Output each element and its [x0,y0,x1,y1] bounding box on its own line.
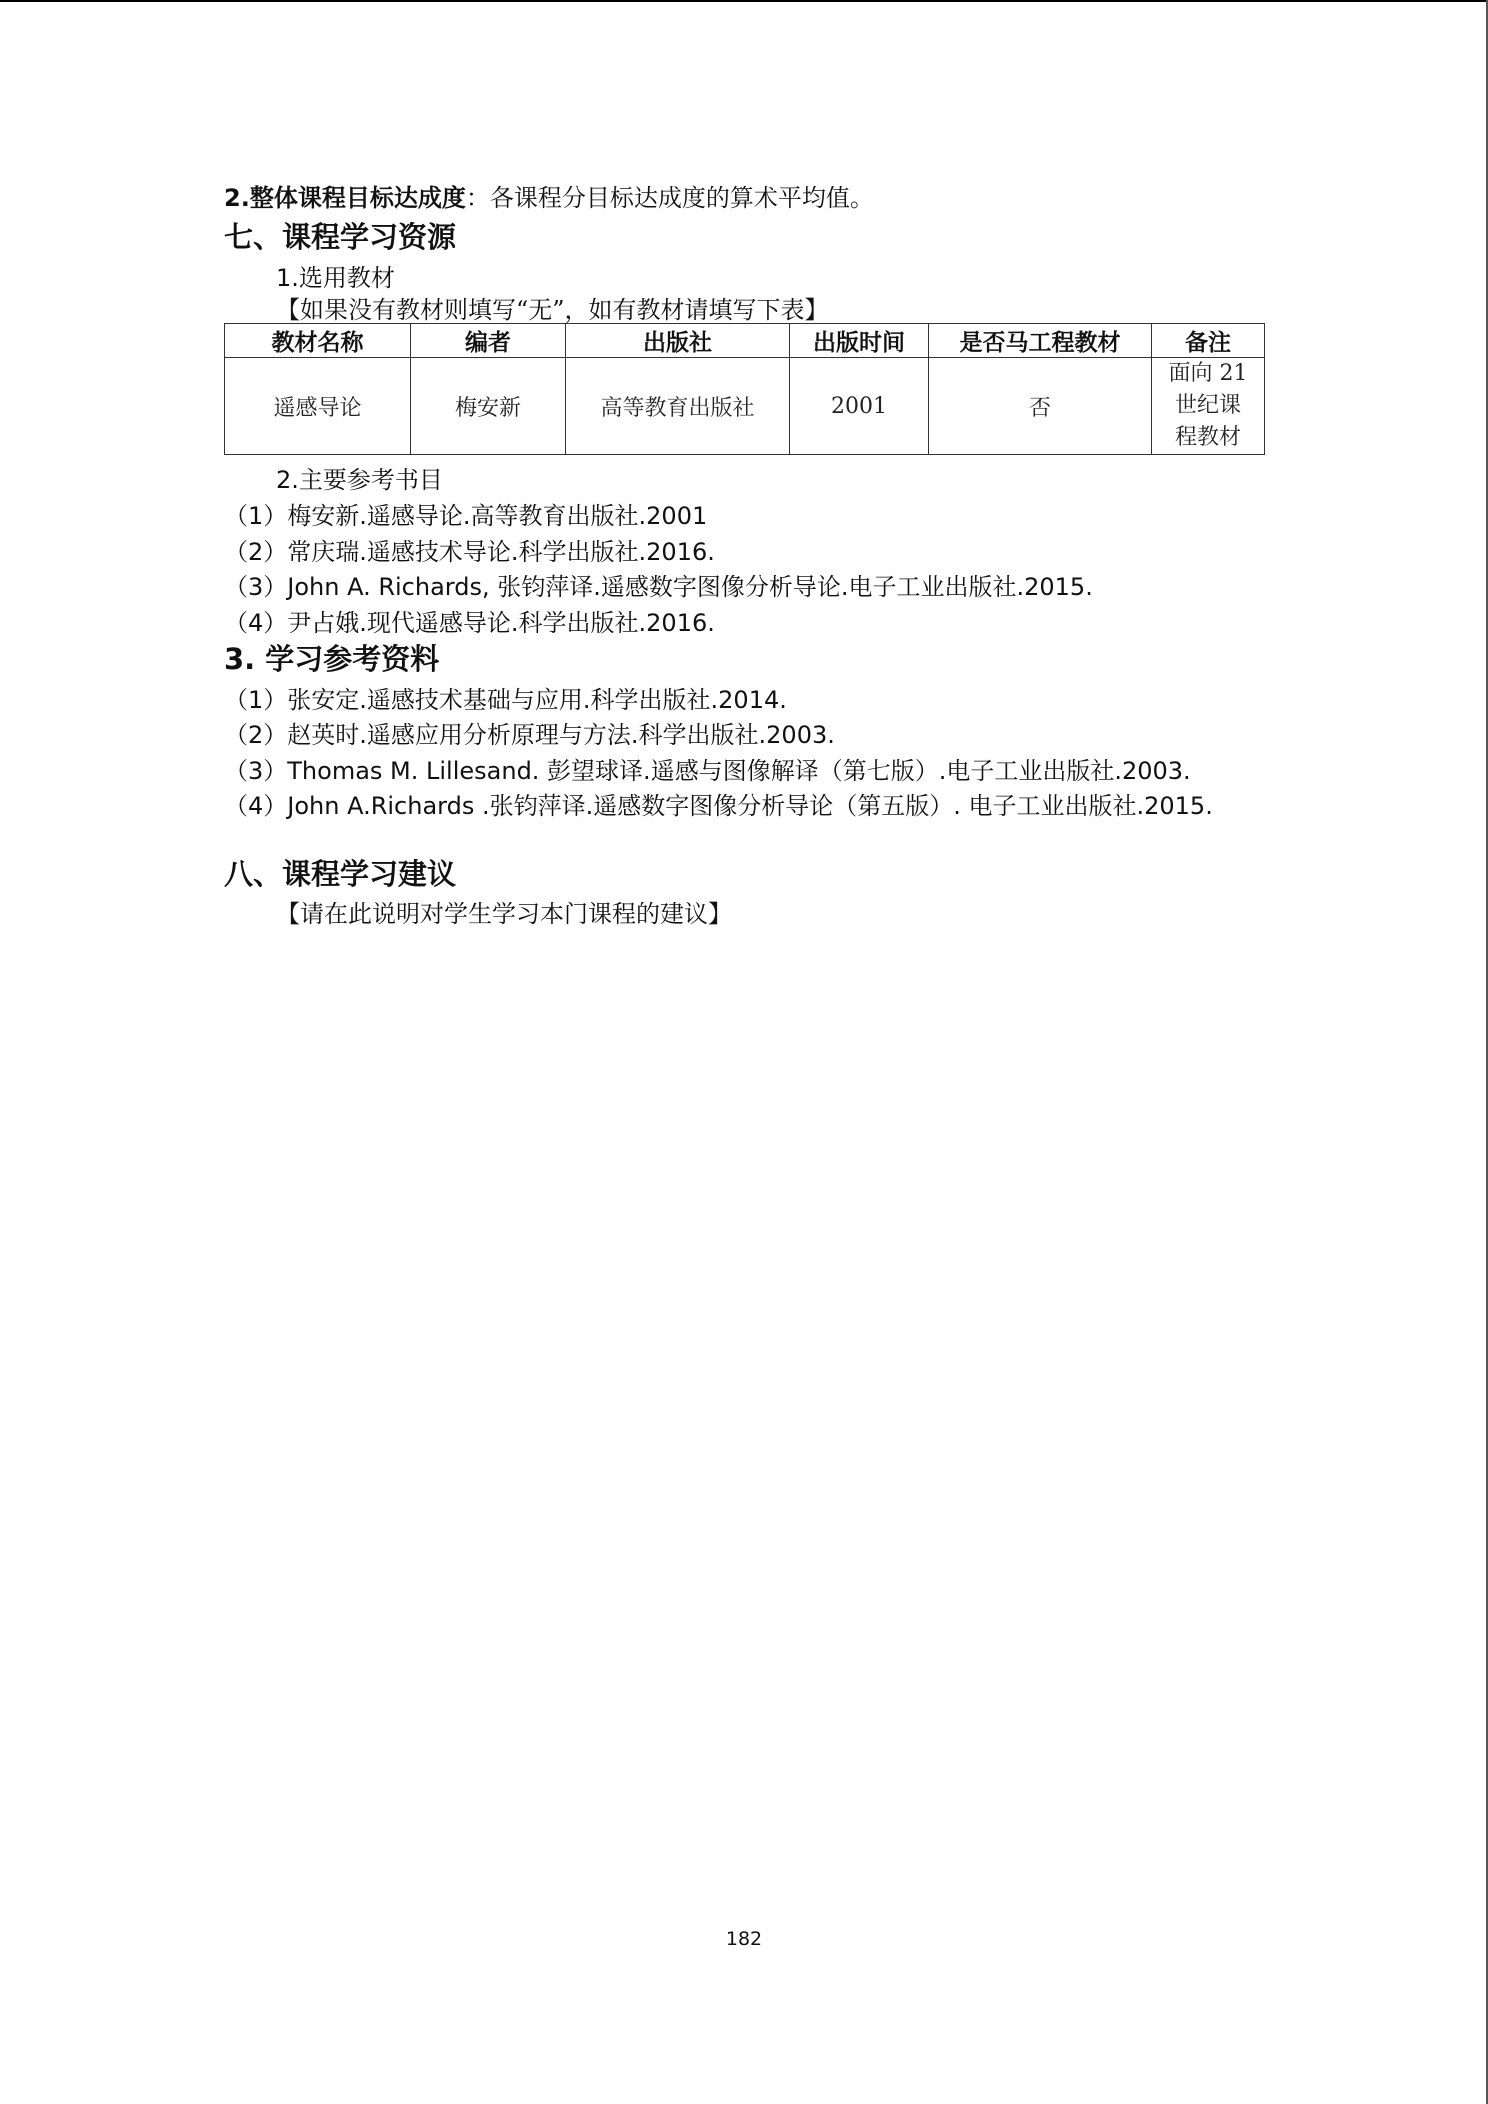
page-number: 182 [725,1928,763,1950]
note-line: 程教材 [1174,425,1241,450]
reference-item: （2）常庆瑞.遥感技术导论.科学出版社.2016. [224,538,715,566]
top-border [0,0,1488,2]
header-cell: 是否马工程教材 [929,324,1152,358]
material-item: （3）Thomas M. Lillesand. 彭望球译.遥感与图像解译（第七版）.电子工业出版社.2003. [224,757,1191,785]
section3-title: 3. 学习参考资料 [224,642,440,676]
reference-item: （1）梅安新.遥感导论.高等教育出版社.2001 [224,502,708,530]
cell-author: 梅安新 [411,358,566,455]
suggestion-instruction: 【请在此说明对学生学习本门课程的建议】 [276,900,732,928]
reference-item: （3）John A. Richards, 张钧萍译.遥感数字图像分析导论.电子工业出版社.2015. [224,573,1093,601]
textbook-subheading: 1.选用教材 [276,264,395,292]
reference-item: （4）尹占娥.现代遥感导论.科学出版社.2016. [224,609,715,637]
header-cell: 出版社 [566,324,790,358]
header-cell: 出版时间 [790,324,929,358]
material-item: （1）张安定.遥感技术基础与应用.科学出版社.2014. [224,686,787,714]
header-cell: 教材名称 [225,324,411,358]
section7-title: 七、课程学习资源 [224,220,457,254]
achievement-label: 2.整体课程目标达成度 [224,184,466,212]
achievement-line [224,178,874,213]
header-cell: 编者 [411,324,566,358]
cell-year: 2001 [790,358,929,455]
cell-publisher: 高等教育出版社 [566,358,790,455]
table-row [225,358,1265,455]
table-header-row [225,324,1265,358]
achievement-text: ：各课程分目标达成度的算术平均值。 [465,184,874,212]
section8-title: 八、课程学习建议 [224,857,457,891]
cell-mgc: 否 [929,358,1152,455]
textbook-table [224,323,1265,455]
textbook-instruction: 【如果没有教材则填写“无”，如有教材请填写下表】 [276,296,829,324]
cell-title: 遥感导论 [225,358,411,455]
note-line: 面向 21 [1168,361,1248,386]
note-line: 世纪课 [1174,393,1241,418]
material-item: （2）赵英时.遥感应用分析原理与方法.科学出版社.2003. [224,721,835,749]
header-cell: 备注 [1152,324,1265,358]
cell-note [1152,358,1265,455]
references-subheading: 2.主要参考书目 [276,466,443,494]
material-item: （4）John A.Richards .张钧萍译.遥感数字图像分析导论（第五版）. 电子工业出版社.2015. [224,792,1213,820]
